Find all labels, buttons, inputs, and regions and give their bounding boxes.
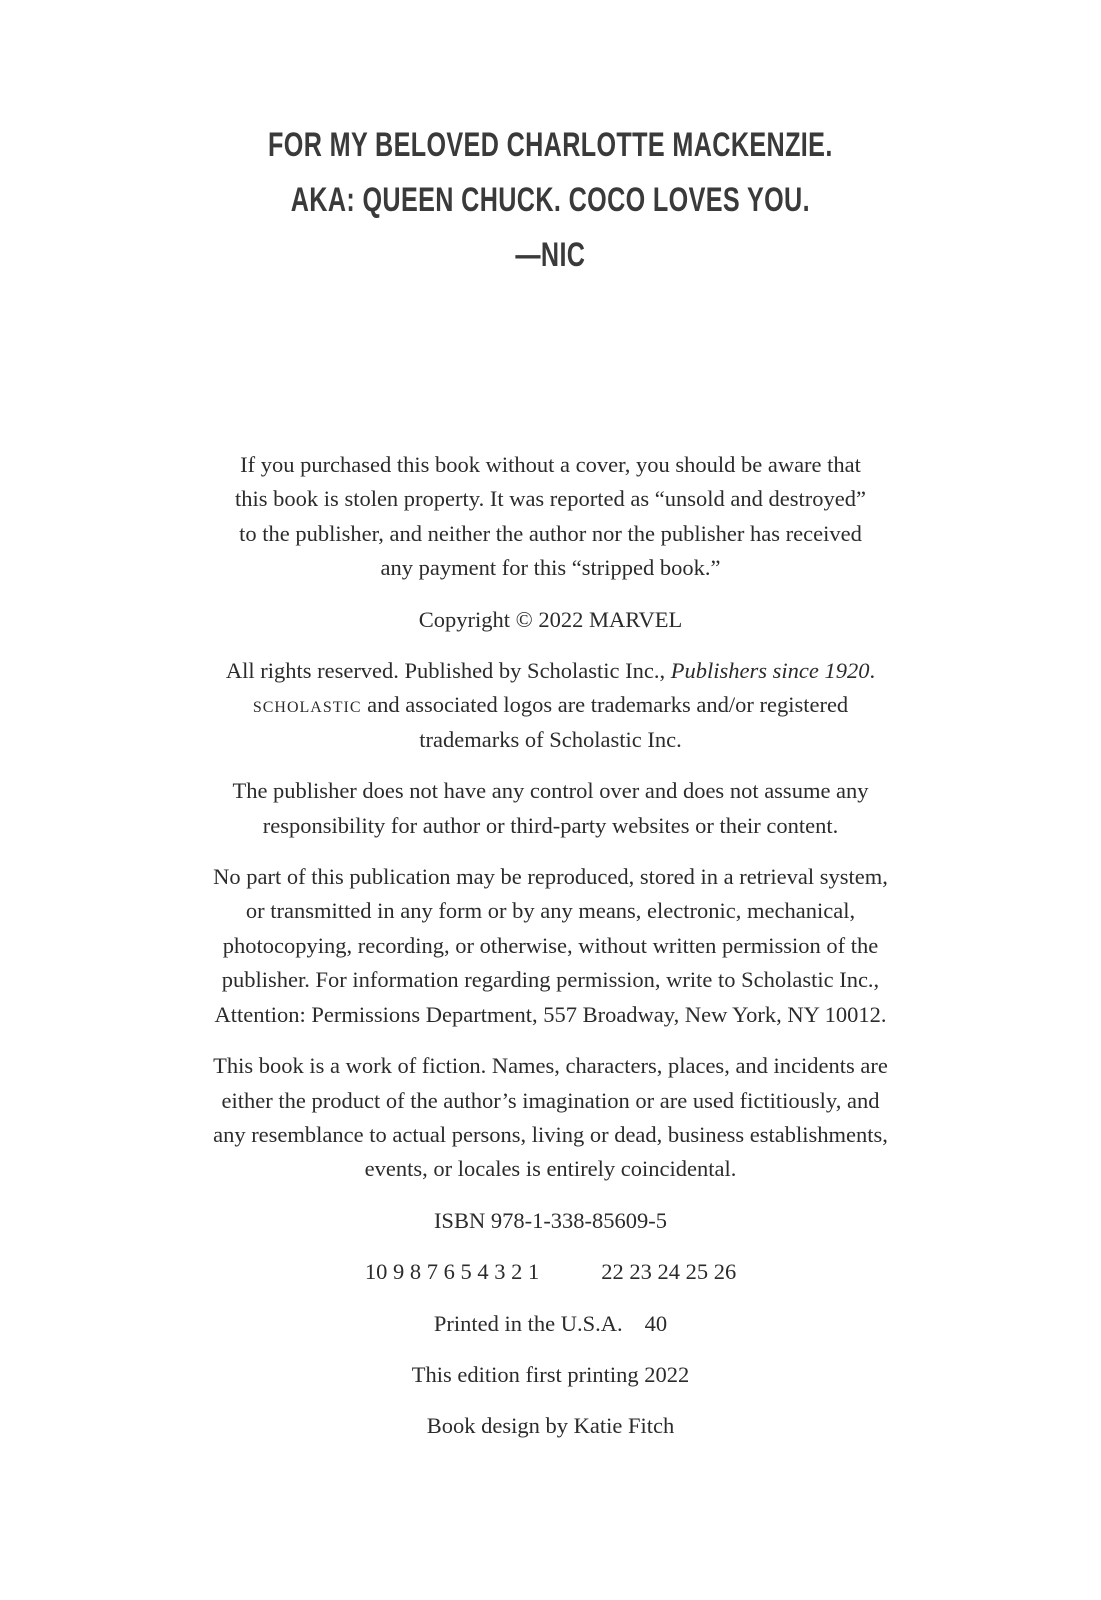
rights-text: and associated logos are trademarks and/or registered	[361, 692, 849, 718]
dedication	[143, 118, 958, 283]
rights-line-2	[150, 688, 951, 722]
printing-line	[150, 1255, 951, 1289]
notice-line: or transmitted in any form or by any means, electronic, mechanical,	[245, 898, 856, 924]
rights-line-3: trademarks of Scholastic Inc.	[419, 726, 682, 752]
printed-in-line	[150, 1307, 951, 1341]
stripped-book-notice	[150, 448, 951, 586]
notice-line: responsibility for author or third-party websites or their content.	[262, 812, 839, 838]
fiction-notice	[150, 1049, 951, 1187]
rights-line-1	[150, 654, 951, 688]
scholastic-trademark: scholastic	[252, 692, 362, 718]
notice-line: photocopying, recording, or otherwise, without written permission of the	[222, 932, 879, 958]
notice-line: If you purchased this book without a cover, you should be aware that	[240, 452, 861, 477]
rights-period: .	[869, 658, 876, 684]
notice-line: either the product of the author’s imagination or are used fictitiously, and	[221, 1087, 880, 1113]
notice-line: any resemblance to actual persons, living or dead, business establishments,	[213, 1121, 888, 1147]
notice-line: No part of this publication may be reproduced, stored in a retrieval system,	[213, 864, 888, 890]
publisher-tagline: Publishers since 1920	[670, 658, 870, 684]
notice-line: This book is a work of fiction. Names, characters, places, and incidents are	[213, 1053, 888, 1079]
reproduction-notice	[150, 860, 951, 1032]
notice-line: events, or locales is entirely coincidental.	[364, 1156, 737, 1182]
printing-numbers: 10 9 8 7 6 5 4 3 2 1	[364, 1259, 540, 1285]
dedication-line-2: AKA: QUEEN CHUCK. COCO LOVES YOU.	[290, 181, 810, 219]
notice-line: publisher. For information regarding permission, write to Scholastic Inc.,	[221, 967, 880, 993]
notice-line: The publisher does not have any control over and does not assume any	[232, 778, 869, 804]
legal-text	[150, 448, 951, 1461]
design-credit: Book design by Katie Fitch	[426, 1413, 675, 1439]
copyright-line: Copyright © 2022 MARVEL	[418, 606, 683, 632]
notice-line: any payment for this “stripped book.”	[380, 555, 721, 581]
edition-line: This edition first printing 2022	[411, 1361, 690, 1387]
printer-code: 40	[644, 1310, 668, 1336]
printed-in: Printed in the U.S.A.	[433, 1310, 623, 1336]
websites-notice	[150, 774, 951, 843]
rights-text: All rights reserved. Published by Scholastic Inc.,	[225, 658, 671, 684]
notice-line: to the publisher, and neither the author nor the publisher has received	[239, 520, 862, 546]
rights-notice	[150, 654, 951, 757]
dedication-line-1: FOR MY BELOVED CHARLOTTE MACKENZIE.	[268, 126, 833, 164]
notice-line: Attention: Permissions Department, 557 Broadway, New York, NY 10012.	[214, 1001, 887, 1027]
isbn: ISBN 978-1-338-85609-5	[433, 1207, 668, 1233]
printing-years: 22 23 24 25 26	[601, 1259, 737, 1285]
dedication-signature: —NIC	[515, 236, 586, 274]
notice-line: this book is stolen property. It was reported as “unsold and destroyed”	[235, 486, 866, 512]
